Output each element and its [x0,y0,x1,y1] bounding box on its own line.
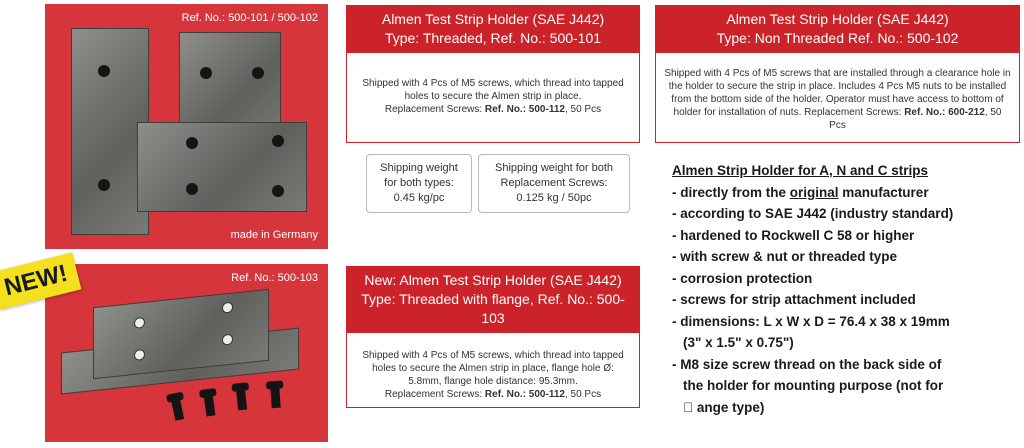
photo-ref-label: Ref. No.: 500-103 [231,272,318,284]
feature-emphasis: original [789,184,839,200]
card-title: Almen Test Strip Holder (SAE J442) [726,11,949,27]
card-subtitle: Type: Threaded with flange, Ref. No.: 500-103 [361,291,625,326]
screw-icon [134,349,145,361]
replacement-label: Replacement Screws: [384,104,485,115]
card-threaded-flange [346,266,640,408]
feature-item: - dimensions: L x W x D = 76.4 x 38 x 19mm [672,313,950,329]
card-non-threaded [655,5,1020,143]
card-header [347,6,639,53]
replacement-suffix: , 50 Pcs [829,107,1002,131]
feature-item: - according to SAE J442 (industry standard) [672,206,954,221]
card-description: Shipped with 4 Pcs of M5 screws, which thread into tapped holes to secure the Almen strip in place, flange hole Ø: 5.8mm, flange hole distance: 95.3mm. [362,350,624,387]
card-subtitle: Type: Threaded, Ref. No.: 500-101 [384,30,602,46]
bolt-icon [270,386,281,409]
feature-item: - hardened to Rockwell C 58 or higher [672,227,915,243]
card-threaded [346,5,640,143]
card-body [347,53,639,128]
feature-item: - screws for strip attachment included [672,292,916,307]
screw-icon [134,317,145,329]
card-subtitle: Type: Non Threaded Ref. No.: 500-102 [716,30,959,46]
replacement-suffix: , 50 Pcs [564,104,602,115]
screw-icon [222,334,233,346]
product-photo-flange [45,264,328,442]
product-photo-threaded-nonthreaded [45,4,328,249]
screw-icon [98,179,110,191]
card-title: Almen Test Strip Holder (SAE J442) [381,11,605,27]
replacement-suffix: , 50 Pcs [564,389,602,400]
replacement-ref: Ref. No.: 500-112 [484,389,565,400]
shipping-value: 0.125 kg / 50pc [516,192,592,204]
shipping-weight-holder [366,154,472,213]
screw-icon [272,135,284,147]
replacement-label: Replacement Screws: [804,107,905,118]
card-body [656,53,1019,144]
feature-item: - M8 size screw thread on the back side of [672,356,942,372]
bolt-icon [204,393,216,416]
feature-item-continued: (3" x 1.5" x 0.75") [683,335,794,350]
feature-item: - corrosion protection [672,270,813,286]
card-description: Shipped with 4 Pcs of M5 screws, which thread into tapped holes to secure the Almen strip in place. [362,78,624,102]
screw-icon [200,67,212,79]
card-title: New: Almen Test Strip Holder (SAE J442) [364,272,622,288]
feature-list [672,160,1022,418]
made-in-germany-label: made in Germany [230,229,318,241]
feature-item [672,182,1022,204]
screw-icon [222,302,233,314]
new-badge: NEW! [0,252,81,309]
holder-block-front [137,122,307,212]
shipping-value: 0.45 kg/pc [393,192,445,204]
feature-item-continued:   ange type) [683,399,765,415]
feature-title: Almen Strip Holder for A, N and C strips [672,163,929,178]
screw-icon [252,67,264,79]
screw-icon [98,65,110,77]
feature-item-continued: the holder for mounting purpose (not for [683,378,944,393]
shipping-line: Shipping weight [380,162,458,174]
screw-icon [272,185,284,197]
screw-icon [186,137,198,149]
bolt-icon [236,388,247,411]
screw-icon [186,183,198,195]
replacement-ref: Ref. No.: 500-112 [484,104,565,115]
feature-text: manufacturer [838,184,929,200]
bolt-icon [171,397,184,420]
shipping-line: for both types: [384,177,454,189]
shipping-line: Replacement Screws: [500,177,608,189]
card-header [347,267,639,333]
photo-ref-label: Ref. No.: 500-101 / 500-102 [181,12,318,24]
card-description: Shipped with 4 Pcs of M5 screws that are installed through a clearance hole in the holder to secure the strip in place. Includes 4 Pcs M5 nuts to be installed from the bottom side of the holder. Operator must have access to bottom of holder for installation of nuts. [664,68,1011,118]
card-header [656,6,1019,53]
feature-text: - directly from the [672,184,790,200]
shipping-weight-screws [478,154,630,213]
feature-item: - with screw & nut or threaded type [672,249,898,264]
replacement-label: Replacement Screws: [384,389,485,400]
shipping-line: Shipping weight for both [494,162,614,174]
replacement-ref: Ref. No.: 600-212 [904,107,985,118]
card-body [347,333,639,413]
